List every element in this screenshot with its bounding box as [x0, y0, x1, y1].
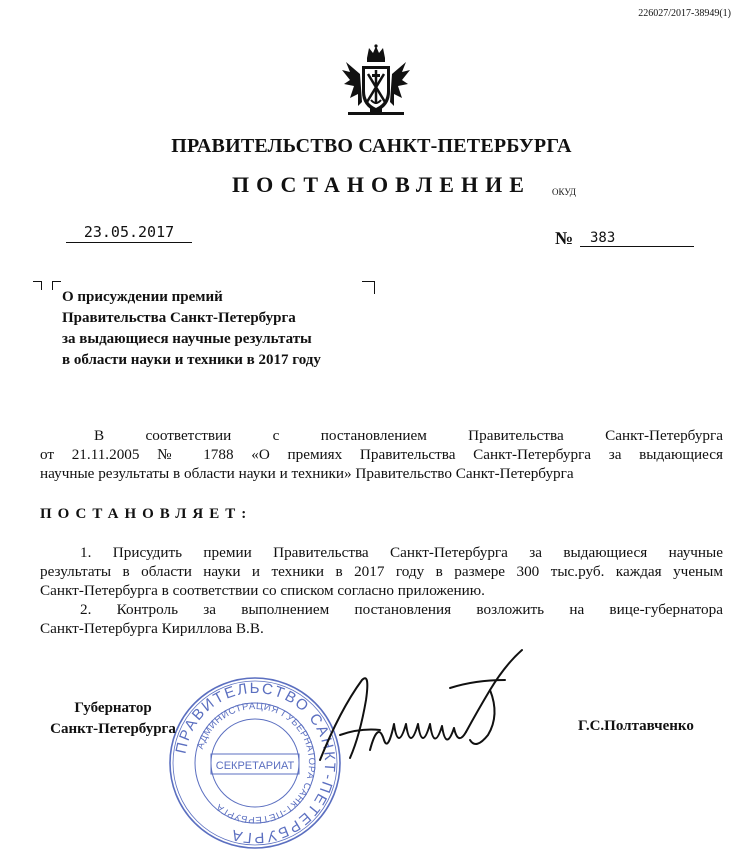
stamp-center-text: СЕКРЕТАРИАТ [215, 760, 295, 772]
subject-line: О присуждении премий [62, 289, 223, 305]
corner-mark [33, 281, 42, 290]
document-number: 383 [580, 230, 694, 247]
subject-line: за выдающиеся научные результаты [62, 331, 312, 347]
stamp-outer-text: ПРАВИТЕЛЬСТВО САНКТ-ПЕТЕРБУРГА [172, 679, 339, 847]
signatory-title-line: Санкт-Петербурга [50, 721, 176, 737]
preamble-line: В соответствии с постановлением Правительства Санкт-Петербурга [94, 427, 723, 444]
document-type: ПОСТАНОВЛЕНИЕ [232, 172, 531, 197]
preamble-line: научные результаты в области науки и техники» Правительство Санкт-Петербурга [40, 465, 574, 482]
registration-number: 226027/2017-38949(1) [638, 8, 731, 19]
handwritten-signature [300, 640, 545, 780]
item-2-line: 2. Контроль за выполнением постановления возложить на вице-губернатора [80, 601, 723, 618]
stamp-inner-text: АДМИНИСТРАЦИЯ ГУБЕРНАТОРА САНКТ-ПЕТЕРБУРГА [194, 700, 318, 826]
signatory-name: Г.С.Полтавченко [578, 718, 694, 734]
signatory-title-line: Губернатор [74, 700, 152, 716]
preamble [40, 426, 723, 483]
document-subject [62, 287, 321, 371]
government-title: ПРАВИТЕЛЬСТВО САНКТ-ПЕТЕРБУРГА [171, 135, 572, 157]
corner-mark [362, 281, 375, 294]
preamble-line: от 21.11.2005 № 1788 «О премиях Правительства Санкт-Петербурга за выдающиеся [40, 446, 723, 463]
okud-label: ОКУД [552, 187, 576, 197]
number-sign: № [555, 228, 574, 248]
coat-of-arms-icon [336, 44, 416, 118]
document-date: 23.05.2017 [66, 223, 192, 243]
item-1-line: Санкт-Петербурга в соответствии со списком согласно приложению. [40, 582, 485, 599]
corner-mark [52, 281, 61, 290]
subject-line: в области науки и техники в 2017 году [62, 352, 321, 368]
resolution-items [40, 543, 723, 638]
subject-line: Правительства Санкт-Петербурга [62, 310, 296, 326]
signatory-title [38, 698, 188, 740]
item-1-line: 1. Присудить премии Правительства Санкт-Петербурга за выдающиеся научные [80, 544, 723, 561]
item-1-line: результаты в области науки и техники в 2017 году в размере 300 тыс.руб. каждая ученым [40, 563, 723, 580]
resolves-heading: ПОСТАНОВЛЯЕТ: [40, 506, 253, 522]
item-2-line: Санкт-Петербурга Кириллова В.В. [40, 620, 264, 637]
